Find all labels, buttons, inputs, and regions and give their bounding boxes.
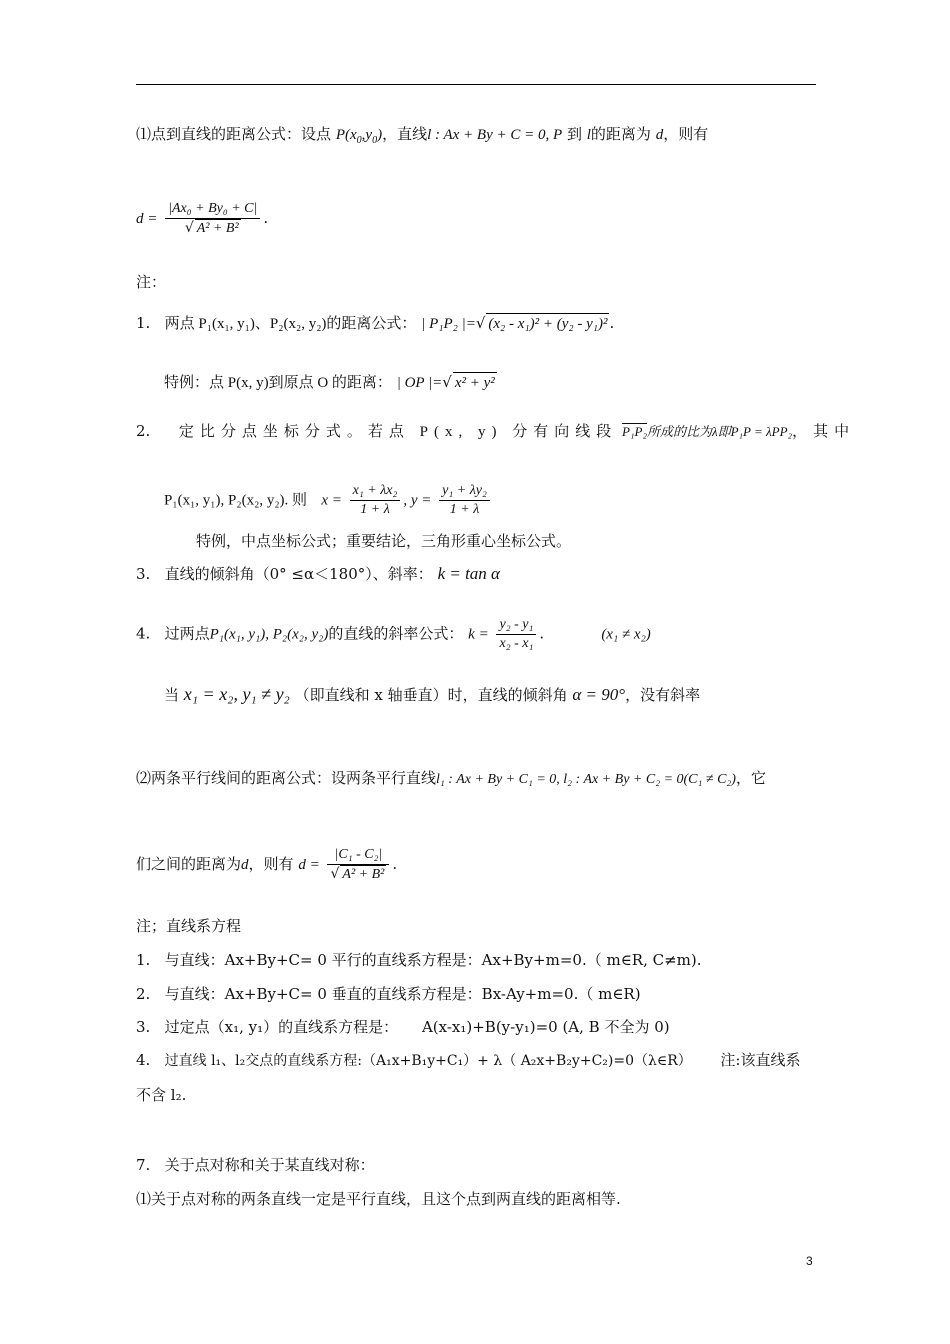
item3-num: 3. [136, 565, 151, 583]
sec2b-num: |C₁ - C₂| [327, 846, 389, 865]
item4-tail: . [539, 624, 545, 643]
header-rule [136, 84, 816, 85]
sec1-text4: 的距离为 [590, 125, 651, 143]
item7-text: 关于点对称和关于某直线对称： [164, 1156, 375, 1174]
item2b-y-num: y₁ + λy₂ [439, 482, 490, 501]
sec2b-frac [327, 846, 389, 884]
item2b-text: P₁(x₁, y₁), P₂(x₂, y₂). 则 [164, 492, 308, 509]
distance-formula [136, 200, 268, 238]
sec2b-lhs: d = [298, 857, 320, 873]
formula-d-num: |Ax₀ + By₀ + C| [165, 200, 260, 219]
sys2-num: 2. [136, 985, 151, 1003]
item4-pts: P₁(x₁, y₁), P₂(x₂, y₂) [209, 626, 329, 643]
item2 [136, 421, 855, 442]
item1-text: 两点 P₁(x₁, y₁)、P₂(x₂, y₂)的距离公式： [164, 316, 417, 332]
sys4-note: 注:该直线系 [720, 1051, 801, 1069]
item7 [136, 1155, 375, 1175]
item2-num: 2. [136, 422, 151, 440]
item3 [136, 564, 500, 584]
sys4 [136, 1050, 800, 1071]
item4 [136, 616, 651, 653]
sec2b-den: √ A² + B² [330, 866, 385, 882]
item1-formula-lhs: | P₁P₂ |= [421, 316, 476, 332]
sys1 [136, 950, 702, 970]
item1-formula-rad: (x₂ - x₁)² + (y₂ - y₁)² [486, 313, 609, 334]
item3-formula: k = tan α [437, 564, 500, 583]
item2b-x-lhs: x = [321, 492, 342, 509]
item2b-y-frac [439, 482, 490, 519]
item2-end: ，其中 [792, 424, 856, 440]
item1b-text: 特例：点 P(x, y)到原点 O 的距离： [164, 375, 392, 391]
item1-num: 1. [136, 314, 151, 332]
sec2-eq: l₁ : Ax + By + C₁ = 0, l₂ : Ax + By + C₂ = 0(C₁ ≠ C₂) [436, 772, 736, 787]
sys4-num: 4. [136, 1051, 151, 1069]
sys3 [136, 1017, 670, 1037]
item1-tail: . [609, 314, 615, 332]
sys2-text: 与直线：Ax+By+C= 0 垂直的直线系方程是：Bx-Ay+m=0.（ m∈R) [164, 985, 641, 1003]
item1b: 特例：点 P(x, y)到原点 O 的距离： | OP |=√ x² + y² [164, 373, 495, 391]
sec1-text3: 到 [566, 125, 582, 143]
item2c: 特例，中点坐标公式；重要结论，三角形重心坐标公式。 [196, 532, 572, 550]
item4-cond: (x₁ ≠ x₂) [601, 626, 651, 643]
item7-num: 7. [136, 1156, 151, 1174]
sec2-text1: 两条平行线间的距离公式：设两条平行直线 [151, 769, 437, 787]
note-label: 注： [136, 273, 167, 291]
item2b-x-num: x₁ + λx₂ [350, 482, 401, 501]
sys3-num: 3. [136, 1018, 151, 1036]
item1: 1. 两点 P₁(x₁, y₁)、P₂(x₂, y₂)的距离公式： | P₁P₂ |=√ (x₂ - x₁)² + (y₂ - y₁)² . [136, 314, 615, 332]
sec1-d: d [655, 127, 664, 143]
sec2-marker: ⑵ [136, 769, 152, 787]
item7a: ⑴关于点对称的两条直线一定是平行直线，且这个点到两直线的距离相等. [136, 1190, 621, 1208]
item4-k-lhs: k = [468, 626, 489, 643]
sec2b-text2: ，则有 [248, 855, 294, 873]
sec1-text5: ，则有 [663, 125, 709, 143]
item4b-alpha: α = 90° [572, 685, 626, 704]
sys1-text: 与直线：Ax+By+C= 0 平行的直线系方程是：Ax+By+m=0.（ m∈R, C≠m). [164, 951, 702, 969]
item1b-formula-lhs: | OP |= [396, 375, 443, 391]
item4b-text2: （即直线和 x 轴垂直）时，直线的倾斜角 [294, 686, 568, 704]
sec2b-text1: 们之间的距离为 [136, 855, 242, 873]
sys2 [136, 984, 641, 1004]
sys1-num: 1. [136, 951, 151, 969]
sys3-eq: A(x-x₁)+B(y-y₁)=0 (A, B 不全为 0) [421, 1018, 670, 1036]
sec1-text1: 点到直线的距离公式：设点 [151, 125, 332, 143]
item4b [164, 684, 700, 705]
sec1-l: l [586, 127, 591, 143]
note2: 注；直线系方程 [136, 917, 242, 935]
item4-text2: 的直线的斜率公式： [328, 624, 464, 643]
sec1-text2: ，直线 [382, 125, 428, 143]
item4-text1: 过两点 [164, 624, 210, 643]
sys3-text: 过定点（x₁, y₁）的直线系方程是： [164, 1018, 399, 1036]
sec2b-line [136, 846, 397, 884]
item2b-x-den: 1 + λ [360, 502, 390, 517]
item2-text: 定比分点坐标分式。若点 P(x, y) 分有向线段 [178, 424, 618, 440]
item1b-formula-rad: x² + y² [453, 372, 497, 393]
sec2-text2: ，它 [735, 769, 766, 787]
item2b [164, 482, 493, 519]
formula-d-den: √ A² + B² [184, 220, 239, 236]
item4b-text3: ，没有斜率 [625, 686, 701, 704]
item4-k-den: x₂ - x₁ [499, 636, 534, 651]
item4b-cond: x₁ = x₂, y₁ ≠ y₂ [183, 684, 290, 704]
formula-d-lhs: d = [136, 211, 158, 227]
item2-seg: P₁P₂ [622, 424, 647, 439]
page-number: 3 [806, 1254, 813, 1268]
item2b-y-den: 1 + λ [449, 502, 480, 517]
sys4-text: 过直线 l₁、l₂交点的直线系方程:（A₁x+B₁y+C₁）+ λ（ A₂x+B₂y+C₂)=0（λ∈R） [164, 1053, 692, 1069]
item4-num: 4. [136, 624, 151, 643]
item2b-y-lhs: , y = [403, 492, 432, 509]
item4-k-frac [496, 616, 536, 653]
item2-small: 所成的比为λ即P₁P = λPP₂ [646, 424, 793, 439]
sec1-marker: ⑴ [136, 125, 152, 143]
sec1-point: $P(x_0,y_0)$ [335, 127, 383, 146]
item2b-x-frac [350, 482, 401, 519]
item4-k-num: y₂ - y₁ [496, 616, 536, 635]
sec2b-d: d [241, 857, 249, 873]
sec2-line [136, 768, 766, 790]
formula-d-frac [165, 200, 260, 238]
formula-d-tail: . [263, 209, 269, 227]
sec1-line [136, 124, 708, 145]
item4b-text1: 当 [164, 686, 180, 704]
sec1-line-eq: l : Ax + By + C = 0, P [427, 127, 563, 143]
item3-text: 直线的倾斜角（0° ≤α＜180°）、斜率： [164, 565, 433, 583]
sys4b: 不含 l₂. [136, 1086, 187, 1104]
sec2b-tail: . [392, 855, 398, 873]
